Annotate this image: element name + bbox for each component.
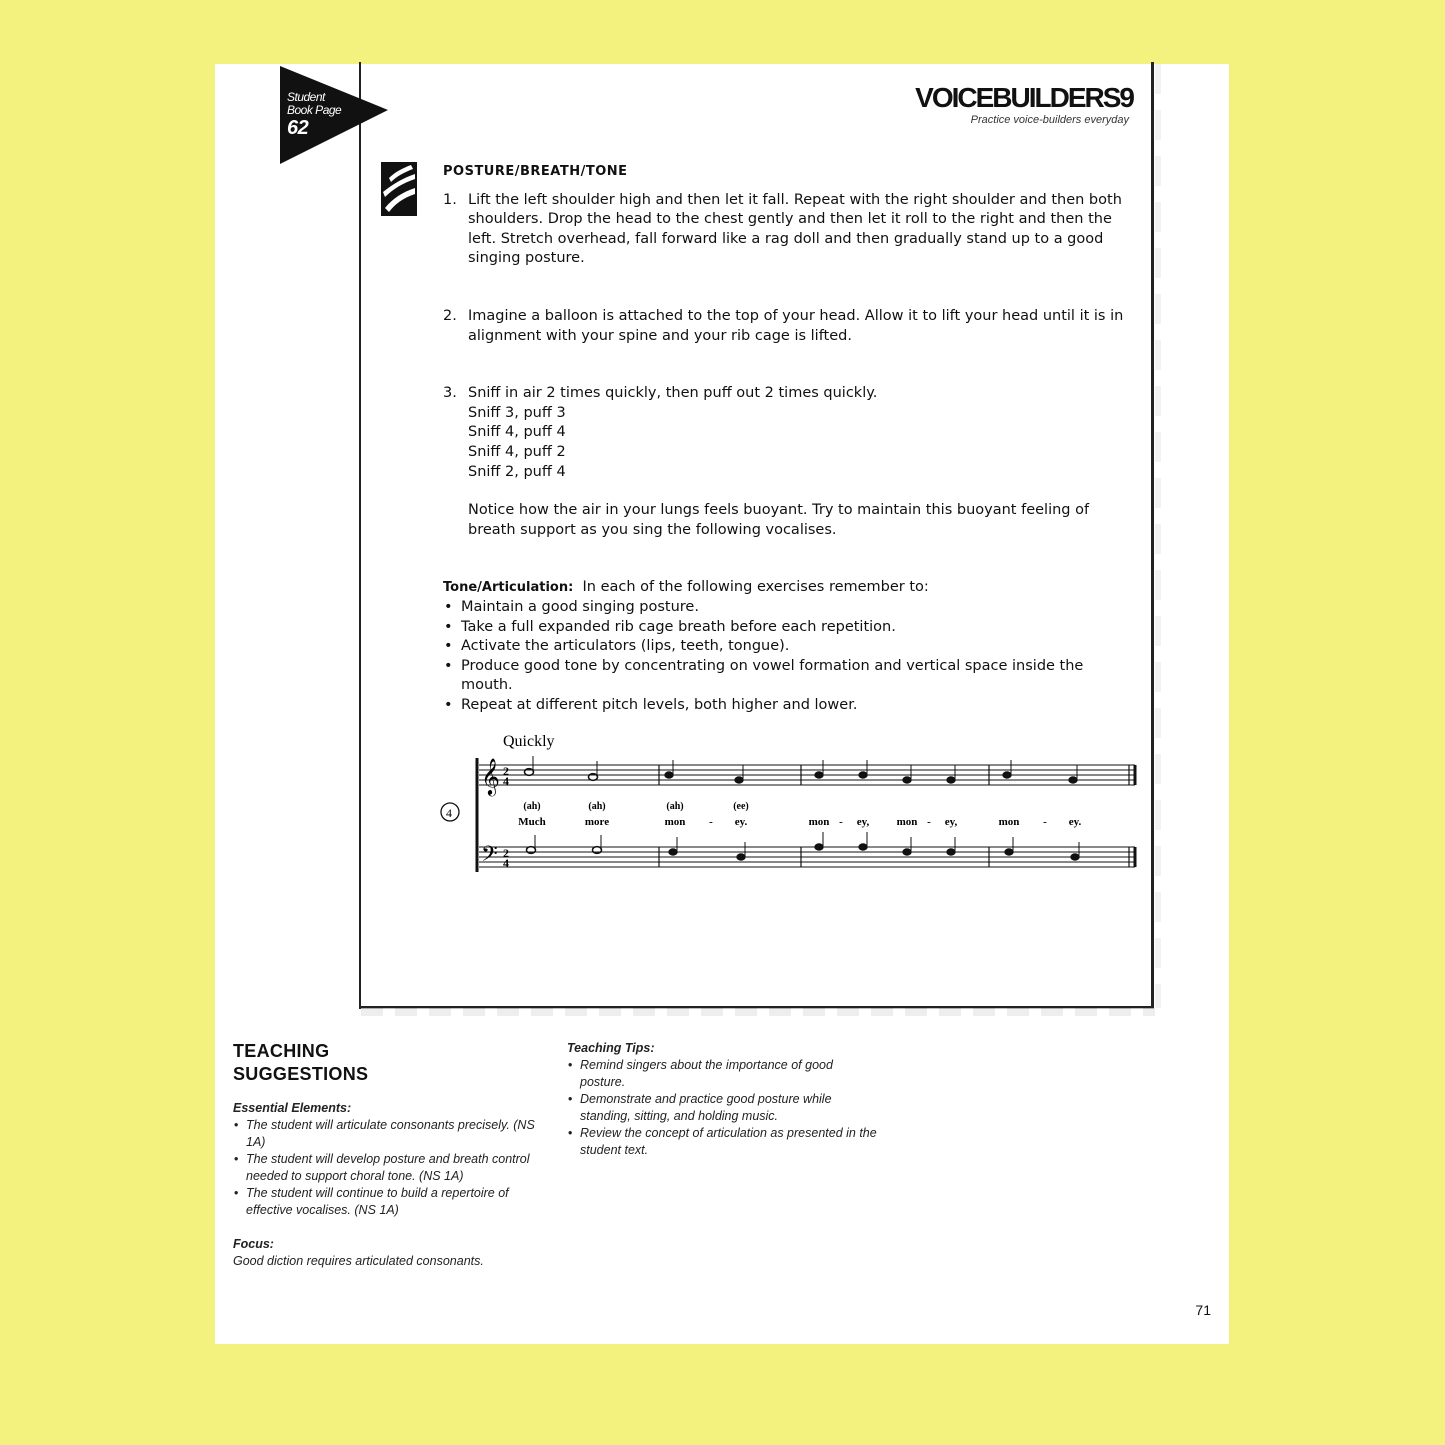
voicebuilder-content <box>443 162 1133 715</box>
voicebuilders-logo-icon <box>381 162 417 216</box>
lyric: mon <box>664 816 686 828</box>
teaching-tips <box>567 1040 877 1159</box>
page-edge-shadow <box>361 1008 1155 1016</box>
teaching-title-line1: TEACHING <box>233 1041 330 1061</box>
flag-line1: Student <box>287 90 325 104</box>
tone-articulation <box>443 578 1133 598</box>
list-item: • Activate the articulators (lips, teeth, tongue). <box>443 637 1133 657</box>
focus-text: Good diction requires articulated consonants. <box>233 1254 484 1268</box>
page-side-shadow <box>1155 64 1161 1008</box>
notice-text: Notice how the air in your lungs feels buoyant. Try to maintain this buoyant feeling of breath support as you sing the following vocalises. <box>468 502 1090 538</box>
sniff-line: Sniff 4, puff 2 <box>468 443 566 460</box>
vowel-label: (ah) <box>523 801 541 812</box>
vowel-label: (ah) <box>588 801 606 812</box>
tone-bullet-list <box>443 598 1133 716</box>
vowel-label: (ah) <box>666 801 684 812</box>
flag-label <box>287 91 341 139</box>
lyric: - <box>839 816 843 828</box>
teaching-title-line2: SUGGESTIONS <box>233 1064 369 1084</box>
list-item: • Repeat at different pitch levels, both higher and lower. <box>443 696 1133 716</box>
list-item: • Demonstrate and practice good posture while standing, sitting, and holding music. <box>567 1091 877 1125</box>
flag-page-number: 62 <box>287 117 309 139</box>
exercise-number: 4 <box>446 806 452 820</box>
focus-label: Focus: <box>233 1237 274 1251</box>
lyric: ey, <box>856 816 870 828</box>
list-item: • The student will continue to build a repertoire of effective vocalises. (NS 1A) <box>233 1185 553 1219</box>
lyric: - <box>1043 816 1047 828</box>
svg-text:2: 2 <box>503 846 509 860</box>
svg-text:4: 4 <box>503 774 509 788</box>
step-text: Sniff in air 2 times quickly, then puff out 2 times quickly. <box>468 385 878 402</box>
svg-text:4: 4 <box>503 856 509 870</box>
voicebuilders-subtitle: Practice voice-builders everyday <box>970 114 1129 126</box>
vowel-label: (ee) <box>733 801 749 812</box>
essential-elements <box>233 1100 553 1219</box>
sniff-line: Sniff 2, puff 4 <box>468 463 566 480</box>
tips-label: Teaching Tips: <box>567 1041 655 1055</box>
list-item: • The student will articulate consonants precisely. (NS 1A) <box>233 1117 553 1151</box>
lyric: Much <box>518 816 546 828</box>
tempo-marking: Quickly <box>503 733 555 750</box>
step-3 <box>443 384 1133 540</box>
svg-text:2: 2 <box>503 764 509 778</box>
list-item: • Take a full expanded rib cage breath before each repetition. <box>443 618 1133 638</box>
lyric: - <box>709 816 713 828</box>
tone-heading: Tone/Articulation: <box>443 580 574 596</box>
treble-clef-icon: 𝄞 <box>481 758 500 794</box>
step-text: Imagine a balloon is attached to the top of your head. Allow it to lift your head until it is in alignment with your spine and your rib cage is lifted. <box>468 307 1124 344</box>
lyric: mon <box>808 816 830 828</box>
lyric: ey. <box>1068 816 1082 828</box>
list-item: • The student will develop posture and breath control needed to support choral tone. (NS 1A) <box>233 1151 553 1185</box>
sniff-line: Sniff 4, puff 4 <box>468 424 566 441</box>
bass-clef-icon: 𝄢 <box>481 842 498 871</box>
focus-block <box>233 1236 553 1270</box>
section-heading: POSTURE/BREATH/TONE <box>443 164 628 179</box>
list-item: • Maintain a good singing posture. <box>443 598 1133 618</box>
list-item: • Remind singers about the importance of good posture. <box>567 1057 877 1091</box>
lyric: - <box>927 816 931 828</box>
lyric: ey, <box>944 816 958 828</box>
essential-label: Essential Elements: <box>233 1101 352 1115</box>
flag-line2: Book Page <box>287 103 342 117</box>
tone-intro: In each of the following exercises remember to: <box>582 579 929 596</box>
lyric: mon <box>896 816 918 828</box>
sniff-line: Sniff 3, puff 3 <box>468 404 566 421</box>
lyric: more <box>584 816 610 828</box>
lyric: ey. <box>734 816 748 828</box>
music-exercise <box>435 732 1145 882</box>
step-2 <box>443 307 1133 346</box>
step-number: 2. <box>443 307 457 324</box>
voicebuilders-title: VOICEBUILDERS9 <box>915 82 1133 113</box>
step-number: 3. <box>443 385 457 402</box>
page-number: 71 <box>1195 1302 1211 1318</box>
list-item: • Produce good tone by concentrating on vowel formation and vertical space inside the mouth. <box>443 657 1133 696</box>
book-page <box>215 64 1229 1344</box>
step-text: Lift the left shoulder high and then let it fall. Repeat with the right shoulder and then both shoulders. Drop the head to the chest gently and then let it roll to the right and then the left. Stretch overhead, fall forward like a rag doll and then gradually stand up to a good singing posture. <box>468 191 1122 267</box>
lyric: mon <box>998 816 1020 828</box>
step-1 <box>443 191 1133 269</box>
teaching-suggestions <box>233 1040 553 1270</box>
list-item: • Review the concept of articulation as presented in the student text. <box>567 1125 877 1159</box>
step-number: 1. <box>443 191 457 208</box>
